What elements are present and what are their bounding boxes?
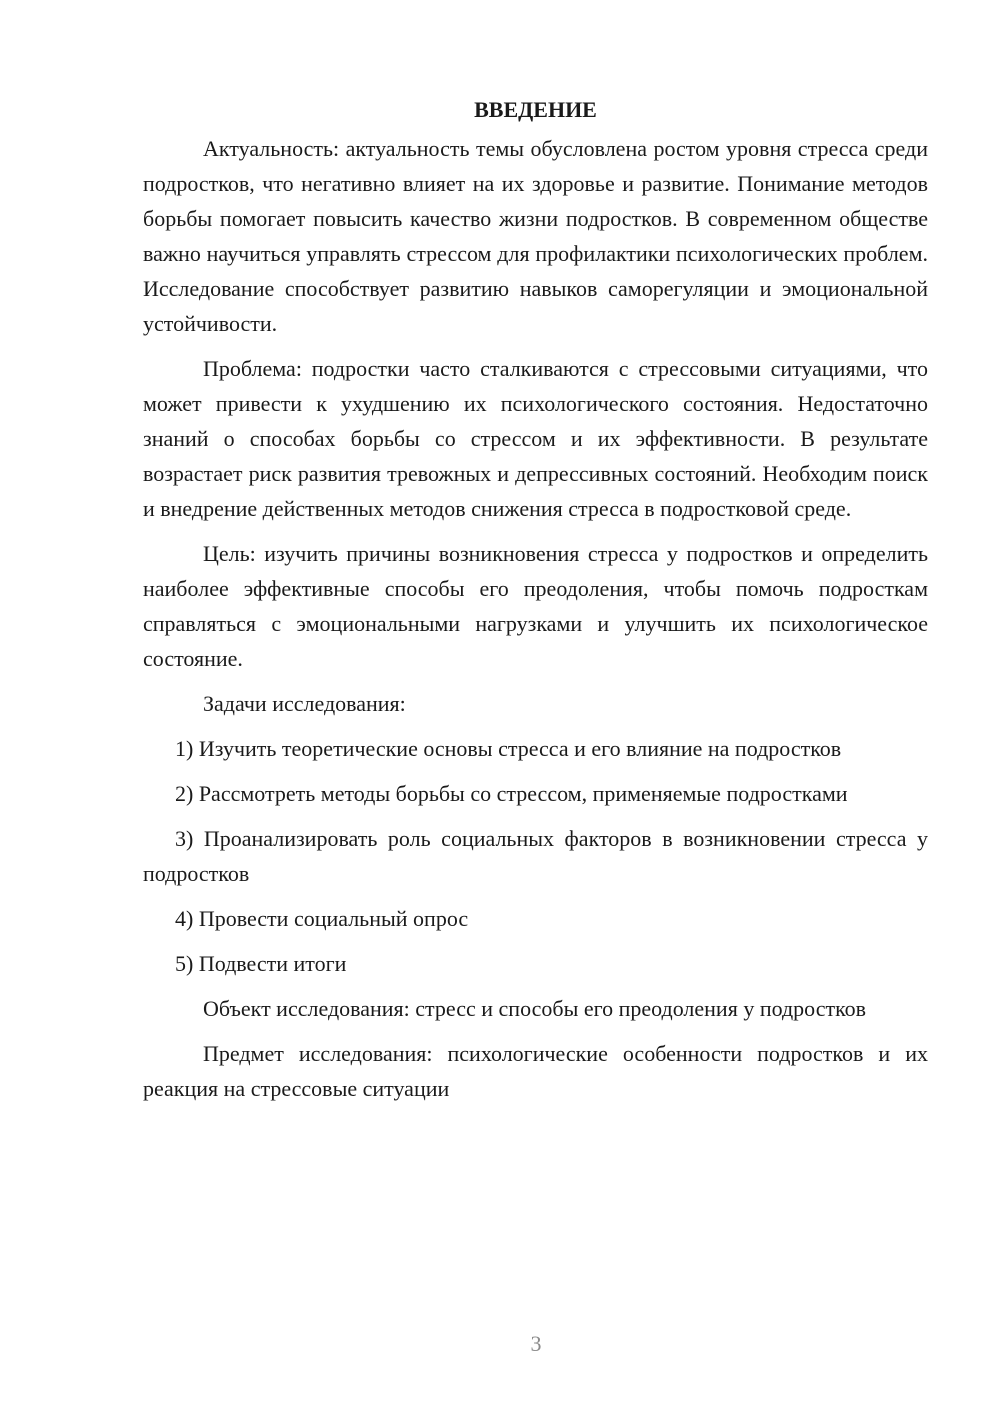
task-item-1: 1) Изучить теоретические основы стресса и его влияние на подростков [175, 736, 842, 761]
paragraph-subject: Предмет исследования: психологические особенности подростков и их реакция на стрессовые ситуации [143, 1041, 928, 1101]
page-title: ВВЕДЕНИЕ [474, 97, 597, 122]
task-item-4: 4) Провести социальный опрос [175, 906, 469, 931]
page-number: 3 [530, 1331, 542, 1356]
document-page [143, 92, 928, 1116]
paragraph-tasks-heading: Задачи исследования: [203, 691, 406, 716]
paragraph-problem: Проблема: подростки часто сталкиваются с стрессовыми ситуациями, что может привести к ухудшению их психологического состояния. Недостаточно знаний о способах борьбы со стрессом и их эффективности. В результате возрастает риск развития тревожных и депрессивных состояний. Необходим поиск и внедрение действенных методов снижения стресса в подростковой среде. [143, 356, 928, 521]
paragraph-relevance: Актуальность: актуальность темы обусловлена ростом уровня стресса среди подростков, что негативно влияет на их здоровье и развитие. Понимание методов борьбы помогает повысить качество жизни подростков. В современном обществе важно научиться управлять стрессом для профилактики психологических проблем. Исследование способствует развитию навыков саморегуляции и эмоциональной устойчивости. [143, 136, 928, 336]
task-item-5: 5) Подвести итоги [175, 951, 347, 976]
task-item-2: 2) Рассмотреть методы борьбы со стрессом, применяемые подростками [175, 781, 848, 806]
paragraph-goal: Цель: изучить причины возникновения стресса у подростков и определить наиболее эффективные способы его преодоления, чтобы помочь подросткам справляться с эмоциональными нагрузками и улучшить их психологическое состояние. [143, 541, 928, 671]
task-item-3: 3) Проанализировать роль социальных факторов в возникновении стресса у подростков [143, 826, 928, 886]
paragraph-object: Объект исследования: стресс и способы его преодоления у подростков [203, 996, 867, 1021]
